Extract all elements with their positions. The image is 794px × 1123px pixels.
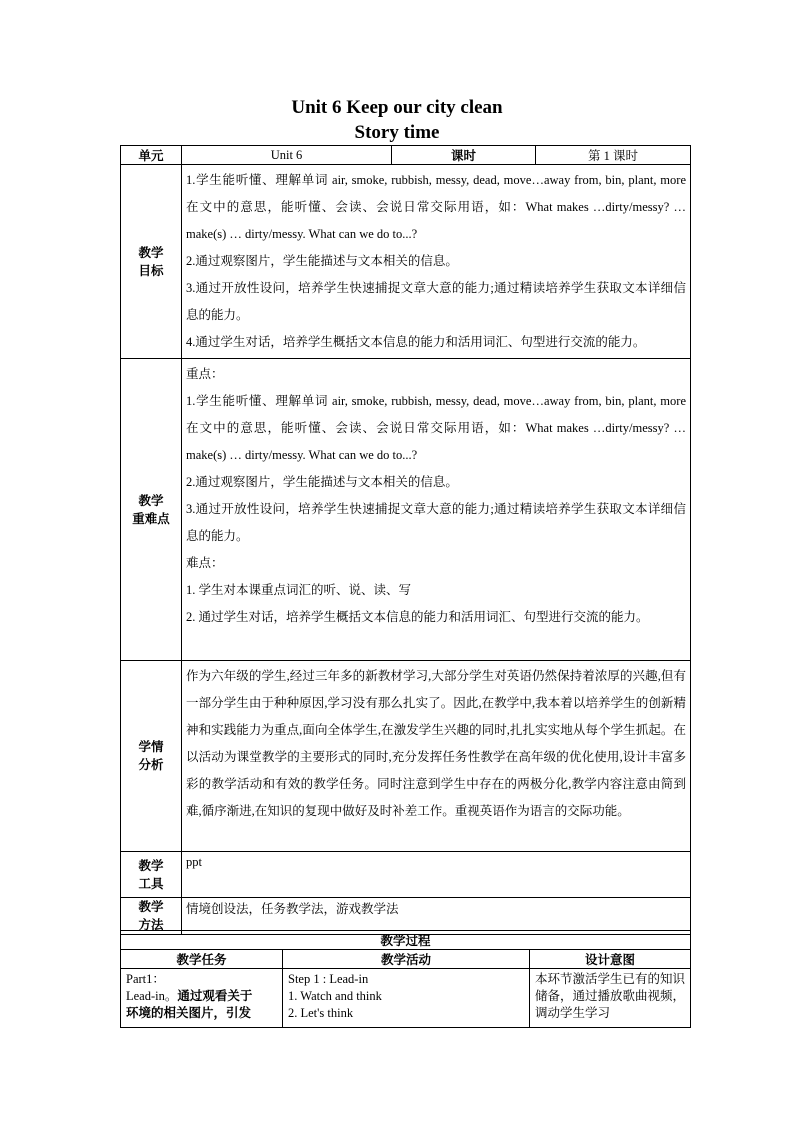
keypoints-content <box>182 359 691 661</box>
tools-value: ppt <box>182 852 691 898</box>
methods-label: 教学 方法 <box>121 898 182 935</box>
tools-label: 教学 工具 <box>121 852 182 898</box>
difficult-item: 2. 通过学生对话，培养学生概括文本信息的能力和活用词汇、句型进行交流的能力。 <box>186 610 649 624</box>
objective-item: 2.通过观察图片，学生能描述与文本相关的信息。 <box>186 254 458 268</box>
task-prefix: Part1： <box>126 972 165 986</box>
col-intent-header: 设计意图 <box>530 950 691 969</box>
objective-item: 1.学生能听懂、理解单词 air, smoke, rubbish, messy, dead, move…away from, bin, plant, more 在文中的意思，能听懂、会读、会说日常交际用语，如：What makes …dirty/messy? … make(s) … dirty/messy. What can we do to...? <box>186 173 686 241</box>
unit-value: Unit 6 <box>182 146 392 165</box>
task-cell: Part1： Lead-in。通过观看关于 环境的相关图片，引发 <box>121 969 283 1028</box>
objective-item: 4.通过学生对话，培养学生概括文本信息的能力和活用词汇、句型进行交流的能力。 <box>186 335 646 349</box>
analysis-content: 作为六年级的学生,经过三年多的新教材学习,大部分学生对英语仍然保持着浓厚的兴趣,但有一部分学生由于种种原因,学习没有那么扎实了。因此,在教学中,我本着以培养学生的创新精神和实践能力为重点,面向全体学生,在激发学生兴趣的同时,扎扎实实地从每个学生抓起。在以活动为课堂教学的主要形式的同时,充分发挥任务性教学在高年级的优化使用,设计丰富多彩的教学活动和有效的教学任务。同时注意到学生中存在的两极分化,教学内容注意由简到难,循序渐进,在知识的复现中做好及时补差工作。重视英语作为语言的交际功能。 <box>182 661 691 852</box>
activity-item: 1. Watch and think <box>288 989 382 1003</box>
key-item: 2.通过观察图片，学生能描述与文本相关的信息。 <box>186 475 458 489</box>
analysis-label: 学情 分析 <box>121 661 182 852</box>
process-heading: 教学过程 <box>121 931 691 950</box>
objective-item: 3.通过开放性设问，培养学生快速捕捉文章大意的能力;通过精读培养学生获取文本详细信息的能力。 <box>186 281 686 322</box>
period-label: 课时 <box>392 146 536 165</box>
key-heading: 重点： <box>186 367 224 381</box>
document-subtitle: Story time <box>354 122 440 143</box>
unit-label: 单元 <box>121 146 182 165</box>
lesson-plan-table <box>120 145 691 935</box>
objectives-content <box>182 165 691 359</box>
difficult-item: 1. 学生对本课重点词汇的听、说、读、写 <box>186 583 412 597</box>
col-activity-header: 教学活动 <box>283 950 530 969</box>
difficult-heading: 难点： <box>186 556 224 570</box>
intent-cell: 本环节激活学生已有的知识储备，通过播放歌曲视频，调动学生学习 <box>530 969 691 1028</box>
objectives-label: 教学 目标 <box>121 165 182 359</box>
period-value: 第 1 课时 <box>536 146 691 165</box>
activity-step: Step 1 : Lead-in <box>288 972 369 986</box>
methods-value: 情境创设法，任务教学法，游戏教学法 <box>182 898 691 935</box>
activity-cell <box>283 969 530 1028</box>
key-item: 1.学生能听懂、理解单词 air, smoke, rubbish, messy, dead, move…away from, bin, plant, more 在文中的意思，能听懂、会读、会说日常交际用语，如：What makes …dirty/messy? … make(s) … dirty/messy. What can we do to...? <box>186 394 686 462</box>
teaching-process-table <box>120 930 691 1028</box>
col-task-header: 教学任务 <box>121 950 283 969</box>
keypoints-label: 教学 重难点 <box>121 359 182 661</box>
document-title: Unit 6 Keep our city clean <box>291 97 503 118</box>
activity-item: 2. Let's think <box>288 1006 354 1020</box>
key-item: 3.通过开放性设问，培养学生快速捕捉文章大意的能力;通过精读培养学生获取文本详细信息的能力。 <box>186 502 686 543</box>
